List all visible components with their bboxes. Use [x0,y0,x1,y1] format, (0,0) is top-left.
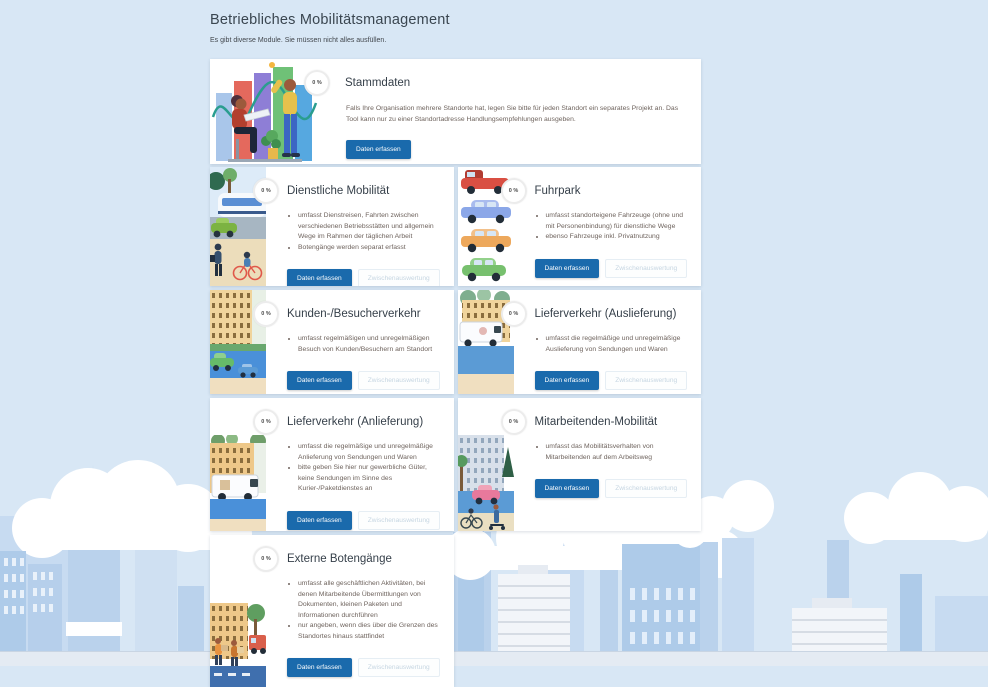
zwischenauswertung-button[interactable]: Zwischenauswertung [605,479,687,498]
daten-erfassen-button[interactable]: Daten erfassen [535,479,600,498]
card-bullets [535,211,689,243]
zwischenauswertung-button[interactable]: Zwischenauswertung [358,371,440,390]
bullet: • umfasst die regelmäßige und unregelmäßige Auslieferung von Sendungen und Waren [546,334,689,355]
progress-badge: 0 % [253,546,279,572]
card-mitarbeitenden-mobilitaet [458,398,702,531]
page-title: Betriebliches Mobilitätsmanagement [210,12,450,28]
progress-badge: 0 % [253,178,279,204]
progress-badge: 0 % [501,409,527,435]
bullet: • umfasst die regelmäßige und unregelmäßige Anlieferung von Sendungen und Waren [298,442,441,463]
daten-erfassen-button[interactable]: Daten erfassen [287,511,352,530]
bullet: • umfasst standorteigene Fahrzeuge (ohne und mit Personenbindung) für dienstliche Wege [546,211,689,232]
card-bullets [287,211,441,253]
card-title: Dienstliche Mobilität [287,185,390,197]
card-title: Lieferverkehr (Auslieferung) [534,308,677,320]
card-bullets [287,442,441,495]
module-cards [210,59,701,687]
daten-erfassen-button[interactable]: Daten erfassen [535,371,600,390]
bullet: • nur angeben, wenn dies über die Grenzen des Standortes hinaus stattfindet [298,621,441,642]
card-title: Externe Botengänge [287,553,392,565]
zwischenauswertung-button[interactable]: Zwischenauswertung [358,511,440,530]
progress-badge: 0 % [253,301,279,327]
main-content [210,0,701,687]
progress-badge: 0 % [501,301,527,327]
bullet: • Botengänge werden separat erfasst [298,243,441,254]
card-title: Fuhrpark [534,185,581,197]
card-lieferverkehr-anlieferung [210,398,454,531]
bullet: • ebenso Fahrzeuge inkl. Privatnutzung [546,232,689,243]
card-title: Stammdaten [345,77,411,89]
zwischenauswertung-button[interactable]: Zwischenauswertung [358,269,440,286]
card-lieferverkehr-auslieferung [458,290,702,394]
card-bullets [287,579,441,642]
card-bullets [287,334,441,355]
card-title: Lieferverkehr (Anlieferung) [287,416,424,428]
bullet: • umfasst das Mobilitätsverhalten von Mitarbeitenden auf dem Arbeitsweg [546,442,689,463]
daten-erfassen-button[interactable]: Daten erfassen [287,658,352,677]
progress-badge: 0 % [304,70,330,96]
card-bullets [535,334,689,355]
progress-badge: 0 % [501,178,527,204]
bullet: • umfasst regelmäßigen und unregelmäßigen Besuch von Kunden/Besuchern am Standort [298,334,441,355]
card-title: Mitarbeitenden-Mobilität [534,416,658,428]
card-title: Kunden-/Besucherverkehr [287,308,421,320]
stammdaten-illustration [210,59,318,164]
card-externe-botengaenge [210,535,454,687]
daten-erfassen-button[interactable]: Daten erfassen [287,269,352,286]
page-subtitle: Es gibt diverse Module. Sie müssen nicht alles ausfüllen. [210,37,387,44]
card-dienstliche-mobilitaet [210,167,454,286]
daten-erfassen-button[interactable]: Daten erfassen [346,140,411,159]
zwischenauswertung-button[interactable]: Zwischenauswertung [358,658,440,677]
zwischenauswertung-button[interactable]: Zwischenauswertung [605,371,687,390]
card-kunden-besucherverkehr [210,290,454,394]
card-bullets [535,442,689,463]
daten-erfassen-button[interactable]: Daten erfassen [535,259,600,278]
bullet: • umfasst Dienstreisen, Fahrten zwischen verschiedenen Betriebsstätten und allgemein Wege im Rahmen der täglichen Arbeit [298,211,441,243]
zwischenauswertung-button[interactable]: Zwischenauswertung [605,259,687,278]
progress-badge: 0 % [253,409,279,435]
card-stammdaten [210,59,701,164]
card-description: Falls Ihre Organisation mehrere Standorte hat, legen Sie bitte für jeden Standort ein separates Projekt an. Das Tool kann nur zu einer Standortadresse Handlungsempfehlungen ausgeben. [346,105,679,123]
bullet: • bitte geben Sie hier nur gewerbliche Güter, keine Sendungen im Sinne des Kurier-/Paketdienstes an [298,463,441,495]
bullet: • umfasst alle geschäftlichen Aktivitäten, bei denen Mitarbeitende Übermittlungen von Dokumenten, kleinen Paketen und Informationen durchführen [298,579,441,621]
daten-erfassen-button[interactable]: Daten erfassen [287,371,352,390]
card-fuhrpark [458,167,702,286]
